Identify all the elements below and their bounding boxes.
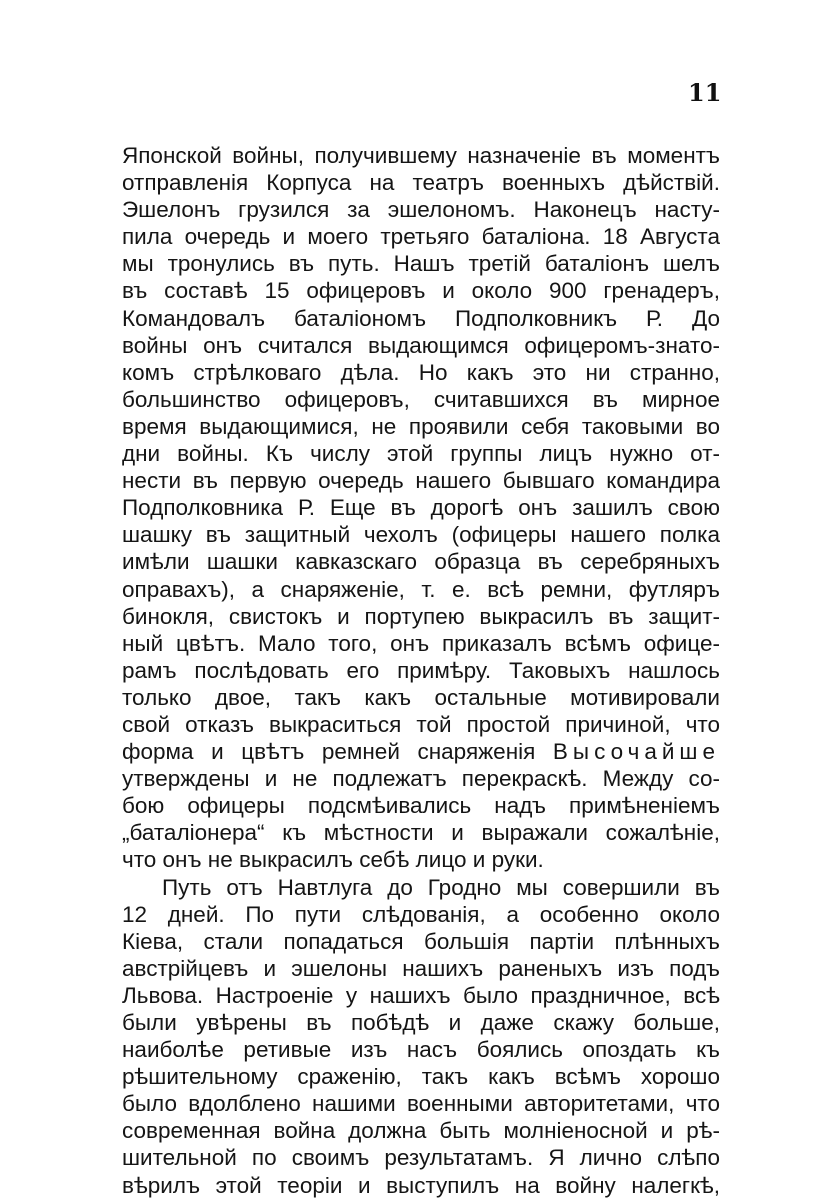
text-line: утверждены и не подлежатъ перекраскѣ. Между со- bbox=[122, 766, 720, 792]
text-line: были увѣрены въ побѣдѣ и даже скажу больше, bbox=[122, 1010, 720, 1035]
text-line: Кіева, стали попадаться большія партіи плѣнныхъ bbox=[122, 928, 720, 954]
body-text bbox=[122, 142, 720, 1199]
text-line: только двое, такъ какъ остальные мотивировали bbox=[122, 684, 720, 710]
text-line: пила очередь и моего третьяго баталіона. 18 Августа bbox=[122, 224, 720, 250]
text-line: время выдающимися, не проявили себя таковыми во bbox=[122, 413, 720, 439]
text-line: современная война должна быть молніеносной и рѣ- bbox=[122, 1118, 720, 1144]
text-line: шашку въ защитный чехолъ (офицеры нашего полка bbox=[122, 522, 720, 548]
text-line: дни войны. Къ числу этой группы лицъ нужно от- bbox=[122, 441, 720, 467]
spaced-emphasis-word: Высочайше bbox=[552, 739, 720, 765]
text-line: Путь отъ Навтлуга до Гродно мы совершили въ bbox=[162, 874, 720, 900]
text-line: было вдолблено нашими военными авторитетами, что bbox=[122, 1091, 720, 1117]
text-line-with-spaced-word bbox=[122, 738, 720, 765]
paragraph-1 bbox=[122, 142, 720, 874]
text-line: рамъ послѣдовать его примѣру. Таковыхъ нашлось bbox=[122, 657, 720, 683]
text-line: въ составѣ 15 офицеровъ и около 900 гренадеръ, bbox=[122, 278, 720, 304]
text-line: имѣли шашки кавказскаго образца въ серебряныхъ bbox=[122, 549, 720, 575]
text-line: большинство офицеровъ, считавшихся въ мирное bbox=[122, 386, 720, 412]
paragraph-2 bbox=[122, 874, 720, 1199]
text-line: австрійцевъ и эшелоны нашихъ раненыхъ изъ подъ bbox=[122, 955, 720, 981]
text-line: Львова. Настроеніе у нашихъ было праздничное, всѣ bbox=[122, 982, 720, 1008]
text-line: наиболѣе ретивые изъ насъ боялись опоздать къ bbox=[122, 1037, 720, 1063]
text-line: бинокля, свистокъ и портупею выкрасилъ въ защит- bbox=[122, 603, 720, 629]
text-line: шительной по своимъ результатамъ. Я лично слѣпо bbox=[122, 1145, 720, 1171]
text-line: комъ стрѣлковаго дѣла. Но какъ это ни странно, bbox=[122, 359, 720, 385]
text-line: свой отказъ выкраситься той простой причиной, что bbox=[122, 711, 720, 737]
text-line-part: форма и цвѣтъ ремней снаряженія bbox=[122, 739, 536, 765]
text-line: нести въ первую очередь нашего бывшаго командира bbox=[122, 468, 720, 494]
text-line: Подполковника Р. Еще въ дорогѣ онъ зашилъ свою bbox=[122, 495, 720, 521]
text-line: оправахъ), а снаряженіе, т. е. всѣ ремни, футляръ bbox=[122, 576, 720, 602]
text-line: Японской войны, получившему назначеніе въ моментъ bbox=[122, 143, 720, 168]
text-line: мы тронулись въ путь. Нашъ третій баталіонъ шелъ bbox=[122, 251, 720, 277]
text-line: Командовалъ баталіономъ Подполковникъ Р. До bbox=[122, 305, 720, 331]
text-line: войны онъ считался выдающимся офицеромъ-знато- bbox=[122, 332, 720, 358]
text-line: отправленія Корпуса на театръ военныхъ дѣйствій. bbox=[122, 170, 720, 196]
text-line: 12 дней. По пути слѣдованія, а особенно около bbox=[122, 901, 720, 927]
text-line: что онъ не выкрасилъ себѣ лицо и руки. bbox=[122, 847, 544, 873]
text-line: вѣрилъ этой теоріи и выступилъ на войну налегкѣ, bbox=[122, 1172, 720, 1198]
text-line: бою офицеры подсмѣивались надъ примѣненіемъ bbox=[122, 793, 720, 819]
text-line: „баталіонера“ къ мѣстности и выражали сожалѣніе, bbox=[122, 820, 720, 846]
page-number: 11 bbox=[688, 78, 722, 107]
text-line: рѣшительному сраженію, такъ какъ всѣмъ хорошо bbox=[122, 1064, 720, 1090]
text-line: Эшелонъ грузился за эшелономъ. Наконецъ насту- bbox=[122, 197, 720, 223]
text-line: ный цвѣтъ. Мало того, онъ приказалъ всѣмъ офице- bbox=[122, 630, 720, 656]
